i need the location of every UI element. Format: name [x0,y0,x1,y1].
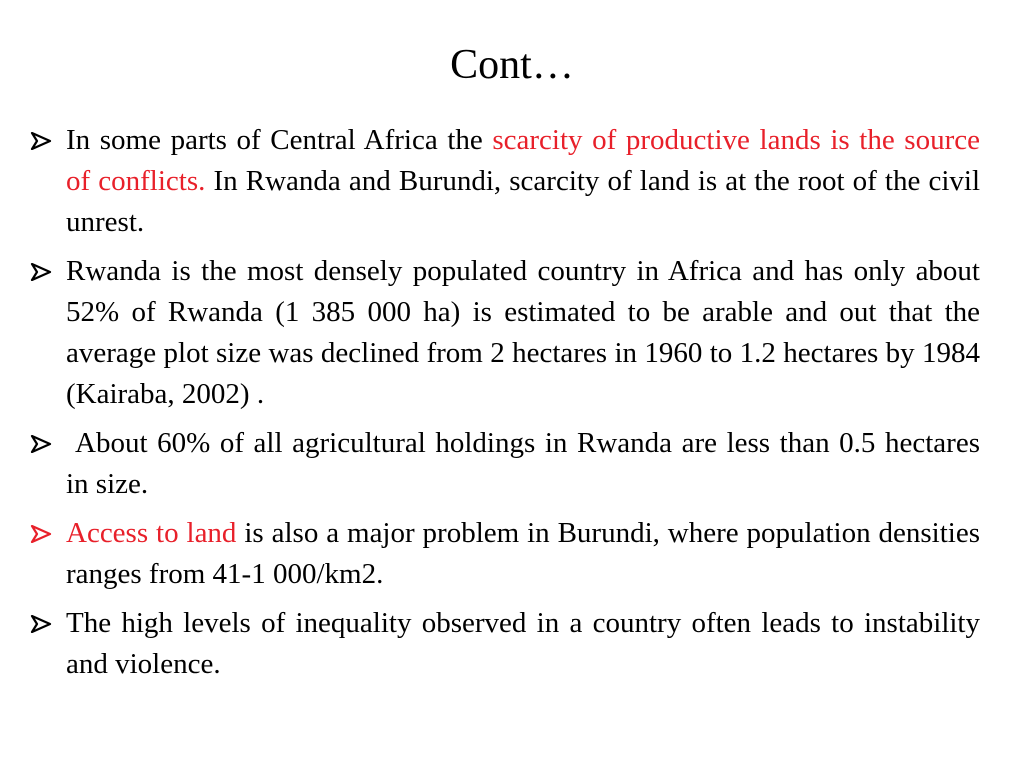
bullet-text: The high levels of inequality observed in a country often leads to instability and violence. [66,607,980,680]
bullet-list [28,120,980,693]
bullet-text: Rwanda is the most densely populated country in Africa and has only about 52% of Rwanda (1 385 000 ha) is estimated to be arable and out that the average plot size was declined from 2 hectares in 1960 to 1.2 hectares by 1984 (Kairaba, 2002) . [66,255,980,410]
arrowhead-bullet-icon [30,435,52,453]
bullet-item-central-africa [28,120,980,243]
bullet-text-after: is also a major problem in Burundi, where population densities ranges from 41-1 000/km2. [66,517,980,590]
bullet-text: About 60% of all agricultural holdings in Rwanda are less than 0.5 hectares in size. [66,427,980,500]
bullet-item-rwanda-density [28,251,980,415]
arrowhead-bullet-icon [30,263,52,281]
bullet-text-before: In some parts of Central Africa the [66,124,493,156]
bullet-text-after: In Rwanda and Burundi, scarcity of land is at the root of the civil unrest. [66,165,980,238]
slide-title: Cont… [450,42,574,88]
arrowhead-bullet-icon [30,132,52,150]
highlighted-text: Access to land [66,517,237,549]
highlighted-text: scarcity of productive lands is the source of conflicts. [66,124,980,197]
arrowhead-bullet-icon [30,615,52,633]
bullet-item-holdings [28,423,980,505]
arrowhead-bullet-icon-red [30,525,52,543]
bullet-item-burundi-access [28,513,980,595]
bullet-item-inequality [28,603,980,685]
